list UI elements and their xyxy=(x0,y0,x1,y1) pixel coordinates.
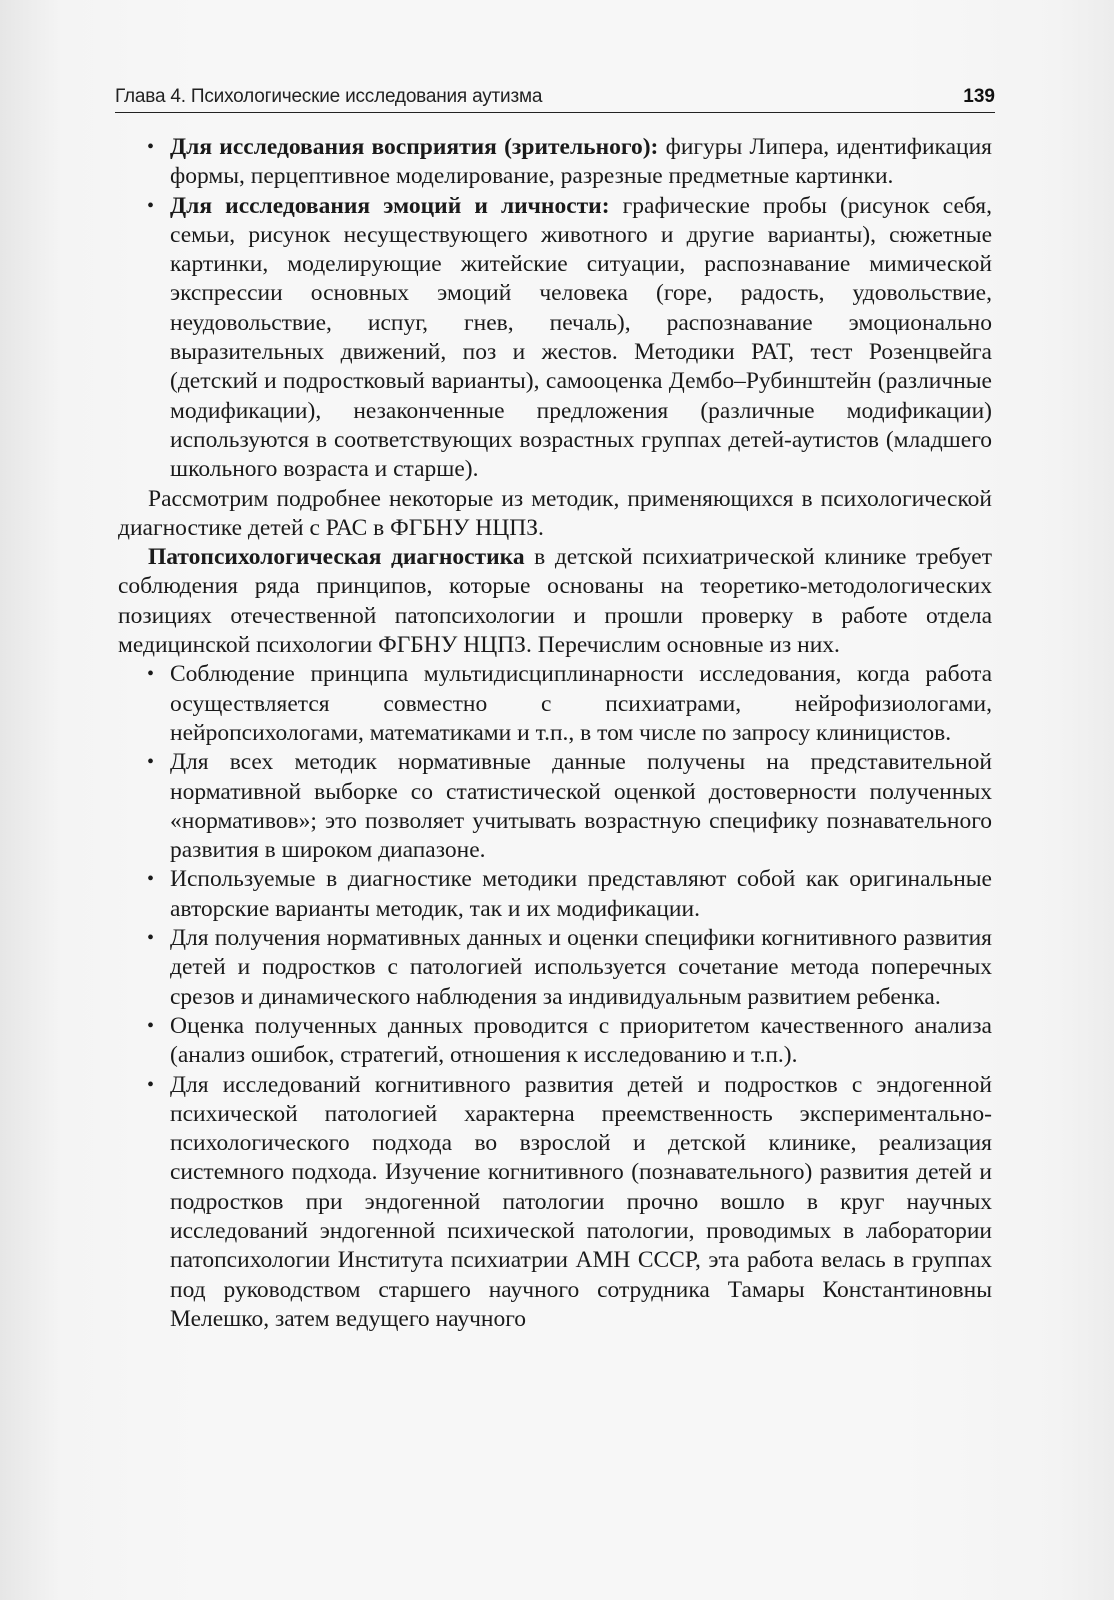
list-item-text: Используемые в диагностике методики представляют собой как оригинальные авторские варианты методик, так и их модификации. xyxy=(170,866,992,922)
paragraph-text: в детской психиатрической клинике требует соблюдения ряда принципов, которые основаны на теоретико-методологических позициях отечественной патопсихологии и прошли проверку в работе отдела медицинской психологии ФГБНУ НЦПЗ. Перечислим основные из них. xyxy=(118,544,992,659)
paragraph-lead: Патопсихологическая диагностика xyxy=(148,544,525,571)
list-item xyxy=(147,748,992,865)
list-item xyxy=(147,1012,992,1071)
methods-list xyxy=(118,133,992,485)
list-item xyxy=(147,924,992,1012)
running-header xyxy=(115,82,995,113)
paragraph: Рассмотрим подробнее некоторые из методик, применяющихся в психологической диагностике детей с РАС в ФГБНУ НЦПЗ. xyxy=(118,485,992,541)
list-item xyxy=(147,865,992,924)
list-item xyxy=(147,660,992,748)
list-item-text: графические пробы (рисунок себя, семьи, рисунок несуществующего животного и другие варианты), сюжетные картинки, моделирующие житейские ситуации, распознавание мимической экспрессии основных эмоций человека (горе, радость, удовольствие, неудовольствие, испуг, гнев, печаль), распознавание эмоционально выразительных движений, поз и жестов. Методики РАТ, тест Розенцвейга (детский и подростковый варианты), самооценка Дембо–Рубинштейн (различные модификации), незаконченные предложения (различные модификации) используются в соответствующих возрастных группах детей-аутистов (младшего школьного возраста и старше). xyxy=(170,192,992,483)
list-item xyxy=(147,192,992,485)
list-item-text: Для всех методик нормативные данные получены на представительной нормативной выборке со статистической оценкой достоверности полученных «нормативов»; это позволяет учитывать возрастную специфику познавательного развития в широком диапазоне. xyxy=(170,749,992,864)
list-item xyxy=(147,1071,992,1335)
bullet: • xyxy=(147,1073,155,1096)
list-item-text: Оценка полученных данных проводится с приоритетом качественного анализа (анализ ошибок, стратегий, отношения к исследованию и т.п.). xyxy=(170,1012,992,1069)
bullet: • xyxy=(147,136,155,158)
list-item-text: фигуры Липера, идентификация формы, перцептивное моделирование, разрезные предметные картинки. xyxy=(170,134,992,190)
bullet: • xyxy=(147,1014,155,1037)
bullet: • xyxy=(147,194,155,217)
bullet: • xyxy=(147,751,155,774)
body-text xyxy=(118,133,992,1334)
list-item-text: Соблюдение принципа мультидисциплинарности исследования, когда работа осуществляется совместно с психиатрами, нейрофизиологами, нейропсихологами, математиками и т.п., в том числе по запросу клиницистов. xyxy=(170,661,992,746)
list-item-text: Для исследований когнитивного развития детей и подростков с эндогенной психической патологией характерна преемственность экспериментально-психологического подхода во взрослой и детской клинике, реализация системного подхода. Изучение когнитивного (познавательного) развития детей и подростков при эндогенной патологии прочно вошло в круг научных исследований эндогенной психической патологии, проводимых в лаборатории патопсихологии Института психиатрии АМН СССР, эта работа велась в группах под руководством старшего научного сотрудника Тамары Константиновны Мелешко, затем ведущего научного xyxy=(170,1071,992,1332)
list-item-text: Для получения нормативных данных и оценки специфики когнитивного развития детей и подростков с патологией используется сочетание метода поперечных срезов и динамического наблюдения за индивидуальным развитием ребенка. xyxy=(170,925,992,1010)
bullet: • xyxy=(147,868,155,891)
paragraph xyxy=(118,543,992,660)
list-item xyxy=(147,133,992,192)
bullet: • xyxy=(147,927,155,950)
list-item-lead: Для исследования эмоций и личности: xyxy=(170,192,610,219)
principles-list xyxy=(118,660,992,1334)
page-number: 139 xyxy=(963,86,995,107)
chapter-title: Глава 4. Психологические исследования аутизма xyxy=(115,86,543,107)
bullet: • xyxy=(147,663,155,686)
list-item-lead: Для исследования восприятия (зрительного): xyxy=(170,134,659,160)
